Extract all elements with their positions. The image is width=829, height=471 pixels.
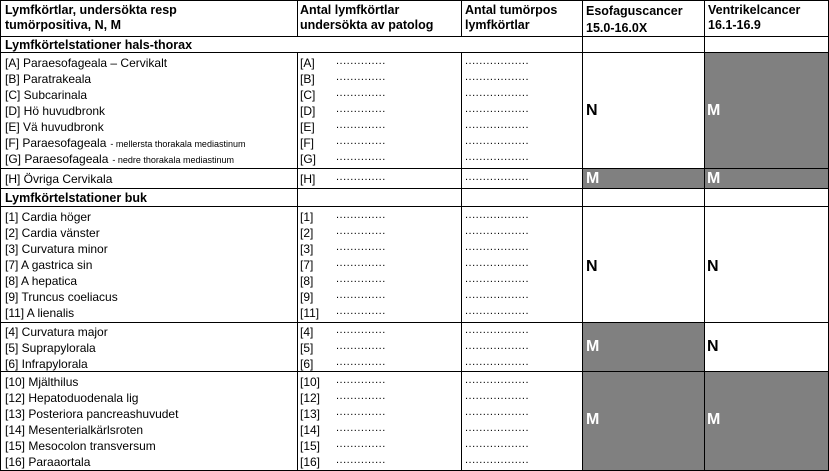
mark-abd3-ventrikel: M bbox=[707, 411, 721, 428]
examined-count-field[interactable]: .............. bbox=[336, 119, 386, 131]
station-label bbox=[5, 104, 105, 118]
positive-count-field[interactable]: .................. bbox=[465, 356, 530, 368]
header-col1-line1: Lymfkörtlar, undersökta resp bbox=[5, 3, 177, 17]
mark-abd1-esofagus: N bbox=[586, 258, 598, 275]
examined-count-field[interactable]: .............. bbox=[336, 71, 386, 83]
abd3-eso-shade bbox=[583, 372, 704, 470]
station-code: [A] bbox=[300, 56, 315, 70]
station-name: [B] Paratrakeala bbox=[5, 72, 92, 86]
mark-abd3-esofagus: M bbox=[586, 411, 600, 428]
mark-abd1-ventrikel: N bbox=[707, 258, 719, 275]
station-code: [G] bbox=[300, 152, 317, 166]
station-name: [15] Mesocolon transversum bbox=[5, 439, 156, 453]
examined-count-field[interactable]: .............. bbox=[336, 324, 386, 336]
station-label bbox=[5, 274, 77, 288]
station-name: [D] Hö huvudbronk bbox=[5, 104, 106, 118]
station-label bbox=[5, 120, 104, 134]
abd3-vent-shade bbox=[705, 372, 828, 470]
station-label bbox=[5, 290, 118, 304]
station-name: [6] Infrapylorala bbox=[5, 357, 88, 371]
header-col4 bbox=[586, 4, 683, 36]
station-label bbox=[5, 391, 138, 405]
station-name: [12] Hepatoduodenala lig bbox=[5, 391, 139, 405]
positive-count-field[interactable]: .................. bbox=[465, 225, 530, 237]
station-code: [10] bbox=[300, 375, 321, 389]
col-rule-1 bbox=[297, 0, 298, 37]
station-code: [E] bbox=[300, 120, 315, 134]
station-name: [5] Suprapylorala bbox=[5, 341, 96, 355]
station-name: [F] Paraesofageala bbox=[5, 136, 107, 150]
station-label bbox=[5, 172, 112, 186]
station-code: [14] bbox=[300, 423, 321, 437]
station-name: [13] Posteriora pancreashuvudet bbox=[5, 407, 179, 421]
examined-count-field[interactable]: .............. bbox=[336, 289, 386, 301]
station-name: [9] Truncus coeliacus bbox=[5, 290, 118, 304]
positive-count-field[interactable]: .................. bbox=[465, 87, 530, 99]
station-code: [8] bbox=[300, 274, 314, 288]
station-code: [9] bbox=[300, 290, 314, 304]
header-col3 bbox=[465, 3, 557, 33]
station-name: [1] Cardia höger bbox=[5, 210, 92, 224]
positive-count-field[interactable]: .................. bbox=[465, 119, 530, 131]
examined-count-field[interactable]: .............. bbox=[336, 273, 386, 285]
station-code: [12] bbox=[300, 391, 321, 405]
examined-count-field[interactable]: .............. bbox=[336, 340, 386, 352]
examined-count-field[interactable]: .............. bbox=[336, 171, 386, 183]
examined-count-field[interactable]: .............. bbox=[336, 390, 386, 402]
examined-count-field[interactable]: .............. bbox=[336, 135, 386, 147]
station-code: [16] bbox=[300, 455, 321, 469]
station-name: [A] Paraesofageala – Cervikalt bbox=[5, 56, 168, 70]
section-title-abdomen: Lymfkörtelstationer buk bbox=[5, 191, 147, 205]
station-label bbox=[5, 455, 90, 469]
station-label bbox=[5, 258, 92, 272]
positive-count-field[interactable]: .................. bbox=[465, 305, 530, 317]
station-code: [13] bbox=[300, 407, 321, 421]
mark-thorax-ventrikel: M bbox=[707, 102, 721, 119]
examined-count-field[interactable]: .............. bbox=[336, 87, 386, 99]
mark-cervical-esofagus: M bbox=[586, 170, 600, 187]
cervical-eso-shade bbox=[583, 169, 704, 188]
header-col5 bbox=[708, 3, 800, 33]
positive-count-field[interactable]: .................. bbox=[465, 340, 530, 352]
station-code: [7] bbox=[300, 258, 314, 272]
section-title-thorax: Lymfkörtelstationer hals-thorax bbox=[5, 38, 193, 52]
station-code: [C] bbox=[300, 88, 316, 102]
station-code: [4] bbox=[300, 325, 314, 339]
station-name: [C] Subcarinala bbox=[5, 88, 88, 102]
col-rule-2-b bbox=[461, 52, 462, 207]
station-code: [6] bbox=[300, 357, 314, 371]
examined-count-field[interactable]: .............. bbox=[336, 422, 386, 434]
col-rule-left bbox=[0, 0, 1, 471]
station-code: [2] bbox=[300, 226, 314, 240]
positive-count-field[interactable]: .................. bbox=[465, 257, 530, 269]
station-code: [5] bbox=[300, 341, 314, 355]
examined-count-field[interactable]: .............. bbox=[336, 151, 386, 163]
header-col3-line1: Antal tumörpos bbox=[465, 3, 558, 17]
positive-count-field[interactable]: .................. bbox=[465, 324, 530, 336]
station-name: [7] A gastrica sin bbox=[5, 258, 93, 272]
station-name: [4] Curvatura major bbox=[5, 325, 108, 339]
col-rule-2-c bbox=[461, 206, 462, 471]
station-code: [H] bbox=[300, 172, 316, 186]
station-name: [H] Övriga Cervikala bbox=[5, 172, 113, 186]
examined-count-field[interactable]: .............. bbox=[336, 356, 386, 368]
station-code: [15] bbox=[300, 439, 321, 453]
positive-count-field[interactable]: .................. bbox=[465, 241, 530, 253]
station-label bbox=[5, 152, 234, 167]
positive-count-field[interactable]: .................. bbox=[465, 55, 530, 67]
station-name: [E] Vä huvudbronk bbox=[5, 120, 104, 134]
header-col4-line1: Esofaguscancer bbox=[586, 4, 683, 18]
examined-count-field[interactable]: .............. bbox=[336, 241, 386, 253]
station-code: [F] bbox=[300, 136, 314, 150]
header-col2 bbox=[300, 3, 433, 33]
col-rule-2 bbox=[461, 0, 462, 37]
positive-count-field[interactable]: .................. bbox=[465, 209, 530, 221]
header-col1-line2: tumörpositiva, N, M bbox=[5, 18, 121, 32]
positive-count-field[interactable]: .................. bbox=[465, 273, 530, 285]
col-rule-1-c bbox=[297, 206, 298, 471]
positive-count-field[interactable]: .................. bbox=[465, 103, 530, 115]
examined-count-field[interactable]: .............. bbox=[336, 454, 386, 466]
cervical-vent-shade bbox=[705, 169, 828, 188]
examined-count-field[interactable]: .............. bbox=[336, 209, 386, 221]
station-label bbox=[5, 88, 87, 102]
positive-count-field[interactable]: .................. bbox=[465, 438, 530, 450]
header-col2-line2: undersökta av patolog bbox=[300, 18, 434, 32]
examined-count-field[interactable]: .............. bbox=[336, 374, 386, 386]
header-col1 bbox=[5, 3, 177, 33]
station-name: [2] Cardia vänster bbox=[5, 226, 100, 240]
station-code: [1] bbox=[300, 210, 314, 224]
station-name: [16] Paraaortala bbox=[5, 455, 91, 469]
positive-count-field[interactable]: .................. bbox=[465, 374, 530, 386]
station-sublabel: - nedre thorakala mediastinum bbox=[112, 155, 234, 165]
col-rule-4 bbox=[704, 0, 705, 471]
station-code: [B] bbox=[300, 72, 315, 86]
examined-count-field[interactable]: .............. bbox=[336, 305, 386, 317]
mark-cervical-ventrikel: M bbox=[707, 170, 721, 187]
station-name: [G] Paraesofageala bbox=[5, 152, 109, 166]
positive-count-field[interactable]: .................. bbox=[465, 422, 530, 434]
station-code: [D] bbox=[300, 104, 316, 118]
thorax-ventrikel-shade bbox=[705, 53, 828, 168]
station-name: [14] Mesenterialkärlsroten bbox=[5, 423, 144, 437]
mark-thorax-esofagus: N bbox=[586, 102, 598, 119]
station-label bbox=[5, 341, 96, 355]
examined-count-field[interactable]: .............. bbox=[336, 103, 386, 115]
positive-count-field[interactable]: .................. bbox=[465, 171, 530, 183]
station-label bbox=[5, 375, 78, 389]
header-col4-line2: 15.0-16.0X bbox=[586, 21, 648, 35]
col-rule-3 bbox=[582, 0, 583, 471]
station-label bbox=[5, 226, 100, 240]
abd2-eso-shade bbox=[583, 323, 704, 371]
header-col3-line2: lymfkörtlar bbox=[465, 18, 530, 32]
positive-count-field[interactable]: .................. bbox=[465, 135, 530, 147]
positive-count-field[interactable]: .................. bbox=[465, 71, 530, 83]
examined-count-field[interactable]: .............. bbox=[336, 55, 386, 67]
header-col5-line2: 16.1-16.9 bbox=[708, 18, 761, 32]
col-rule-1-b bbox=[297, 52, 298, 207]
mark-abd2-esofagus: M bbox=[586, 338, 600, 355]
station-label bbox=[5, 136, 245, 151]
station-name: [8] A hepatica bbox=[5, 274, 78, 288]
examined-count-field[interactable]: .............. bbox=[336, 257, 386, 269]
station-code: [11] bbox=[300, 306, 320, 320]
station-label bbox=[5, 423, 143, 437]
header-col5-line1: Ventrikelcancer bbox=[708, 3, 801, 17]
station-label bbox=[5, 407, 178, 421]
station-label bbox=[5, 72, 91, 86]
examined-count-field[interactable]: .............. bbox=[336, 225, 386, 237]
positive-count-field[interactable]: .................. bbox=[465, 390, 530, 402]
station-label bbox=[5, 439, 156, 453]
station-code: [3] bbox=[300, 242, 314, 256]
mark-abd2-ventrikel: N bbox=[707, 338, 719, 355]
header-col2-line1: Antal lymfkörtlar bbox=[300, 3, 400, 17]
station-label bbox=[5, 325, 108, 339]
station-label bbox=[5, 357, 88, 371]
positive-count-field[interactable]: .................. bbox=[465, 406, 530, 418]
station-label bbox=[5, 210, 91, 224]
station-name: [3] Curvatura minor bbox=[5, 242, 108, 256]
station-name: [11] A lienalis bbox=[5, 306, 75, 320]
positive-count-field[interactable]: .................. bbox=[465, 289, 530, 301]
station-label bbox=[5, 242, 108, 256]
station-label bbox=[5, 56, 167, 70]
station-name: [10] Mjälthilus bbox=[5, 375, 79, 389]
positive-count-field[interactable]: .................. bbox=[465, 454, 530, 466]
station-label bbox=[5, 306, 74, 320]
station-sublabel: - mellersta thorakala mediastinum bbox=[110, 139, 246, 149]
positive-count-field[interactable]: .................. bbox=[465, 151, 530, 163]
examined-count-field[interactable]: .............. bbox=[336, 438, 386, 450]
examined-count-field[interactable]: .............. bbox=[336, 406, 386, 418]
